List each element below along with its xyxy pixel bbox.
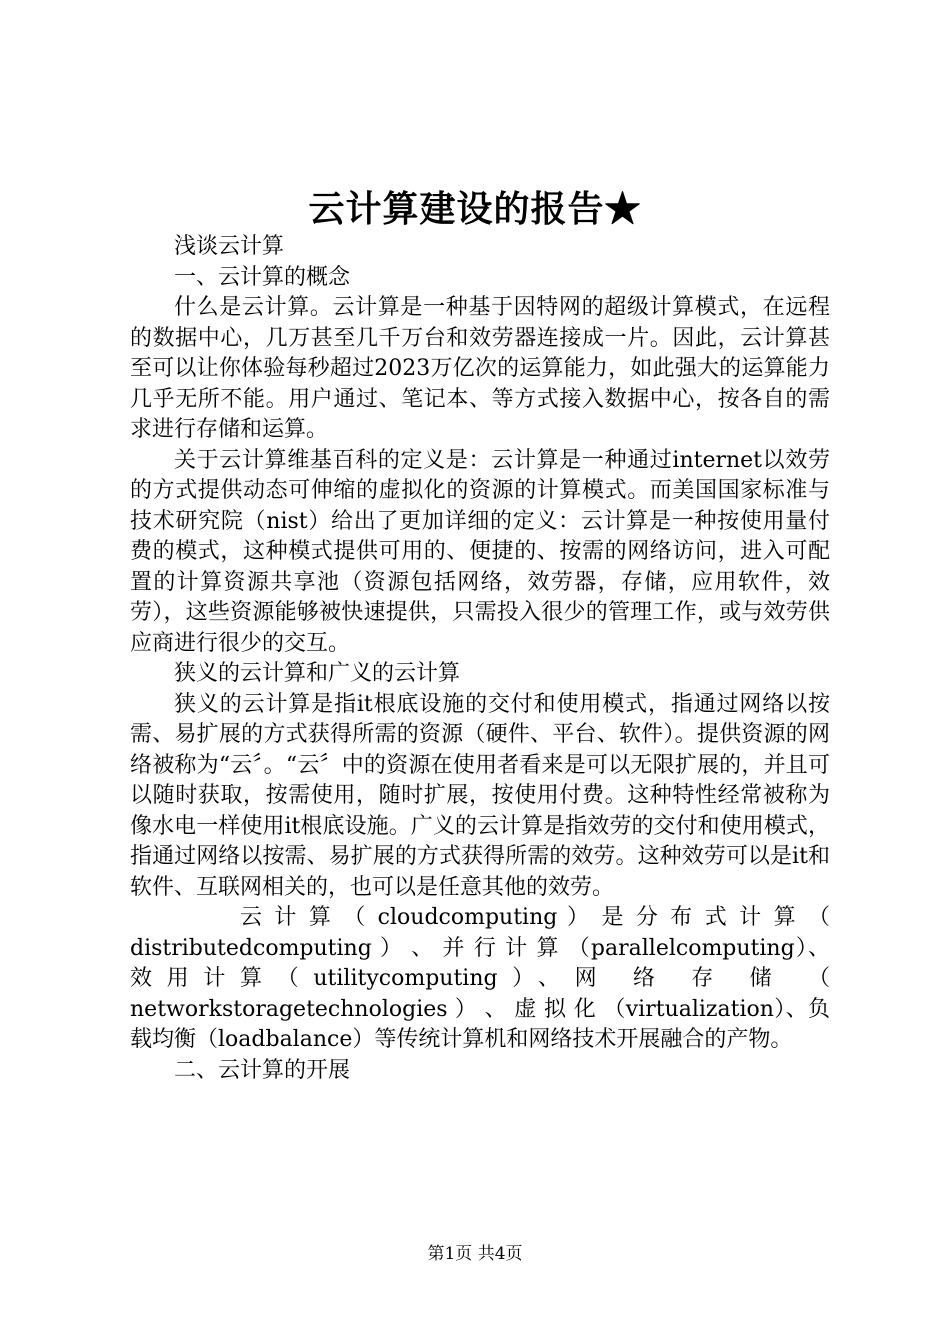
- section-heading-concept: 一、云计算的概念: [174, 264, 351, 290]
- subsection-heading: 狭义的云计算和广义的云计算: [174, 661, 461, 686]
- section-heading-development: 二、云计算的开展: [174, 1057, 351, 1083]
- page-footer: 第1页 共4页: [427, 1244, 523, 1264]
- paragraph-subtitle: 浅谈云计算: [174, 234, 285, 259]
- document-body: [130, 232, 830, 1086]
- paragraph: 狭义的云计算是指it根底设施的交付和使用模式，指通过网络以按需、易扩展的方式获得所需的资源（硬件、平台、软件）。提供资源的网络被称为“云〞。“云〞中的资源在使用者看来是可以无限扩展的，并且可以随时获取，按需使用，随时扩展，按使用付费。这种特性经常被称为像水电一样使用it根底设施。广义的云计算是指效劳的交付和使用模式，指通过网络以按需、易扩展的方式获得所需的效劳。这种效劳可以是it和软件、互联网相关的，也可以是任意其他的效劳。: [130, 691, 830, 900]
- paragraph: 云 计 算 （ cloudcomputing ） 是 分 布 式 计 算 （ distributedcomputing ） 、 并 行 计 算 （parallelcomputing）、效用计算（utilitycomputing）、网 络 存 储 （ networkstoragetechnologies ） 、 虚 拟 化 （virtualization）、负载均衡（loadbalance）等传统计算机和网络技术开展融合的产物。: [130, 905, 830, 1052]
- paragraph: 关于云计算维基百科的定义是：云计算是一种通过internet以效劳的方式提供动态可伸缩的虚拟化的资源的计算模式。而美国国家标准与技术研究院（nist）给出了更加详细的定义：云计算是一种按使用量付费的模式，这种模式提供可用的、便捷的、按需的网络访问，进入可配置的计算资源共享池（资源包括网络，效劳器，存储，应用软件，效劳），这些资源能够被快速提供，只需投入很少的管理工作，或与效劳供应商进行很少的交互。: [130, 447, 830, 656]
- document-title: 云计算建设的报告★: [308, 188, 642, 230]
- paragraph: 什么是云计算。云计算是一种基于因特网的超级计算模式，在远程的数据中心，几万甚至几千万台和效劳器连接成一片。因此，云计算甚至可以让你体验每秒超过2023万亿次的运算能力，如此强大的运算能力几乎无所不能。用户通过、笔记本、等方式接入数据中心，按各自的需求进行存储和运算。: [130, 295, 830, 442]
